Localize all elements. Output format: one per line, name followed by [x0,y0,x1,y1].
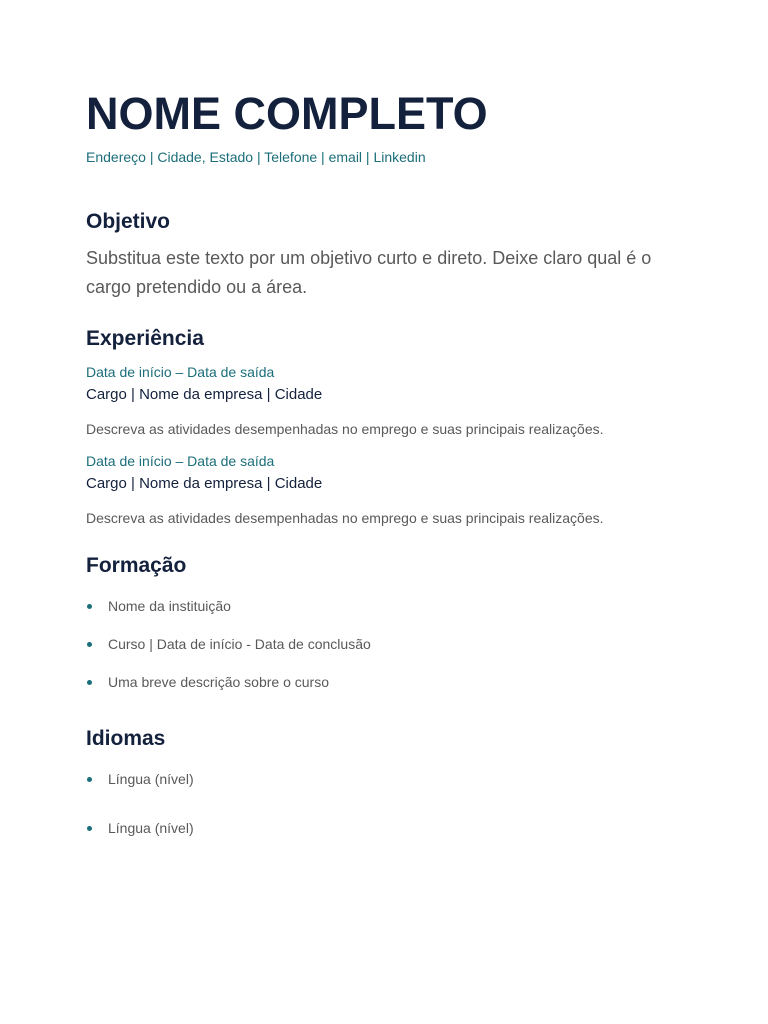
experience-1-role: Cargo | Nome da empresa | Cidade [86,386,323,403]
education-item-text: Uma breve descrição sobre o curso [108,674,329,690]
experience-1-description: Descreva as atividades desempenhadas no emprego e suas principais realizações. [86,421,604,437]
bullet-icon [87,642,92,647]
experience-2-role: Cargo | Nome da empresa | Cidade [86,475,323,492]
experience-2-description: Descreva as atividades desempenhadas no emprego e suas principais realizações. [86,510,604,526]
bullet-icon [87,604,92,609]
bullet-icon [87,680,92,685]
experience-heading: Experiência [86,327,204,350]
education-heading: Formação [86,554,187,577]
contact-line: Endereço | Cidade, Estado | Telefone | email | Linkedin [86,149,426,165]
bullet-icon [87,826,92,831]
language-item-text: Língua (nível) [108,771,194,787]
full-name: NOME COMPLETO [86,88,488,139]
experience-1-dates: Data de início – Data de saída [86,364,275,380]
language-item-text: Língua (nível) [108,820,194,836]
bullet-icon [87,777,92,782]
languages-heading: Idiomas [86,727,166,750]
objective-text: Substitua este texto por um objetivo curto e direto. Deixe claro qual é o cargo pretendido ou a área. [86,248,652,297]
experience-2-dates: Data de início – Data de saída [86,453,275,469]
education-item-text: Nome da instituição [108,598,231,614]
education-item [86,673,329,691]
objective-heading: Objetivo [86,210,171,233]
language-item [86,770,194,788]
education-item [86,635,371,653]
education-item-text: Curso | Data de início - Data de conclusão [108,636,371,652]
language-item [86,819,194,837]
education-item [86,597,231,615]
